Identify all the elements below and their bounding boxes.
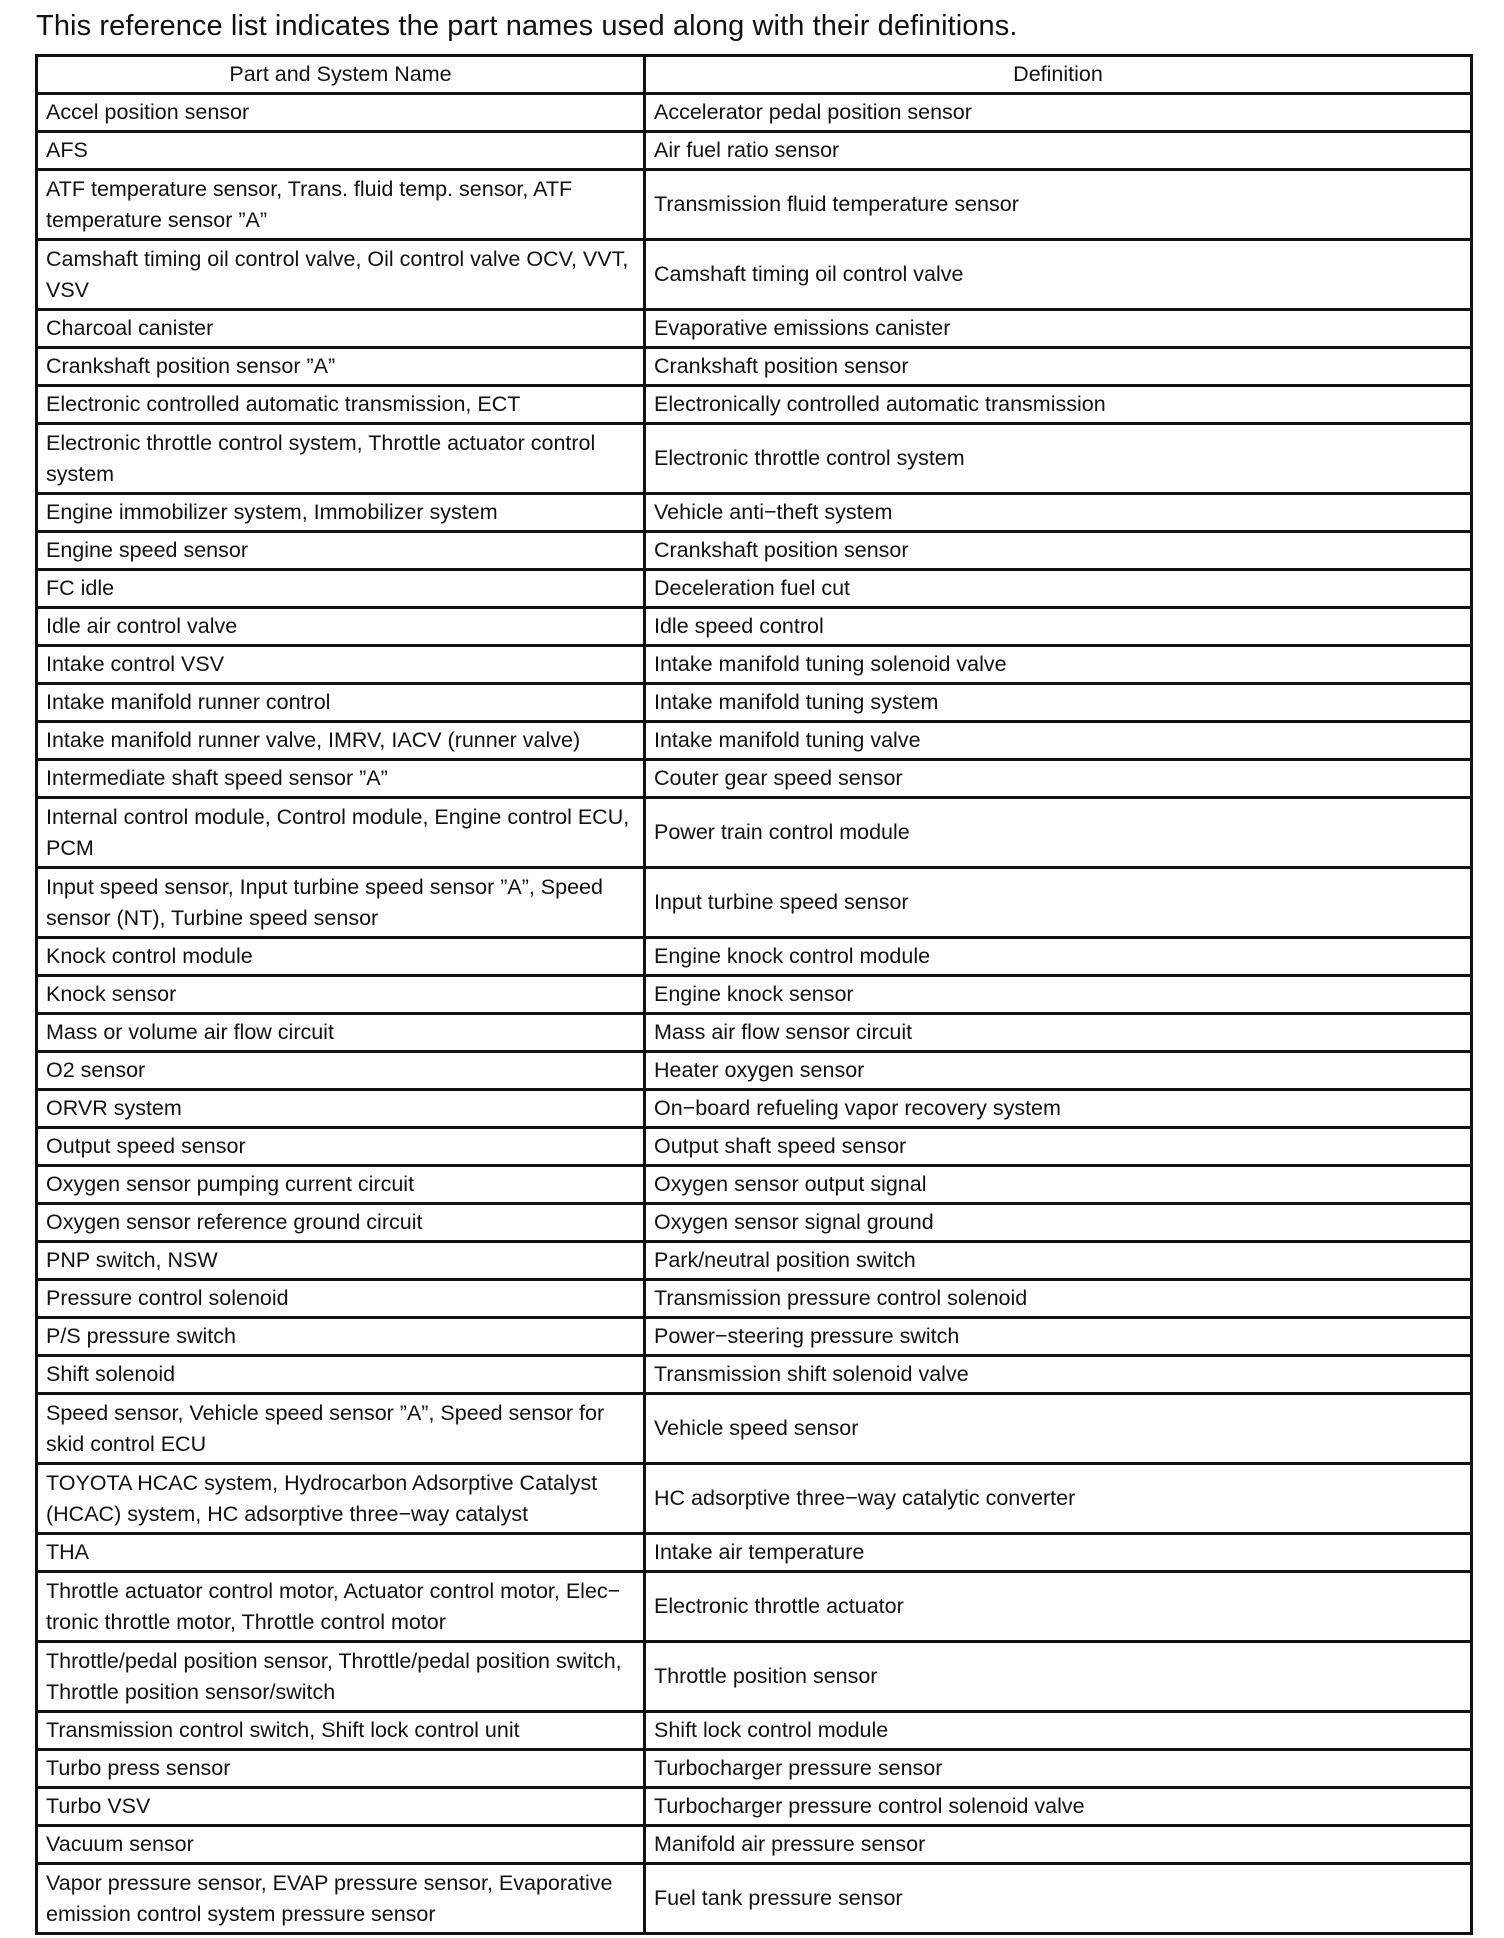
- part-name-cell: Internal control module, Control module, Engine control ECU, PCM: [37, 798, 645, 868]
- part-name-cell: Oxygen sensor pumping current circuit: [37, 1166, 645, 1204]
- table-row: [37, 1864, 1472, 1934]
- definition-cell: HC adsorptive three−way catalytic converter: [645, 1464, 1472, 1534]
- part-name-cell: Mass or volume air flow circuit: [37, 1014, 645, 1052]
- part-name-cell: Idle air control valve: [37, 608, 645, 646]
- part-name-cell: O2 sensor: [37, 1052, 645, 1090]
- definition-cell: Transmission pressure control solenoid: [645, 1280, 1472, 1318]
- table-row: [37, 1356, 1472, 1394]
- intro-text: This reference list indicates the part names used along with their definitions.: [36, 10, 1018, 42]
- table-row: [37, 94, 1472, 132]
- definition-cell: Intake manifold tuning solenoid valve: [645, 646, 1472, 684]
- table-row: [37, 386, 1472, 424]
- part-name-cell: Intake manifold runner valve, IMRV, IACV (runner valve): [37, 722, 645, 760]
- table-row: [37, 608, 1472, 646]
- definition-cell: Power train control module: [645, 798, 1472, 868]
- header-part-and-system-name: Part and System Name: [37, 56, 645, 94]
- table-row: [37, 938, 1472, 976]
- part-name-cell: Pressure control solenoid: [37, 1280, 645, 1318]
- definition-cell: Intake manifold tuning system: [645, 684, 1472, 722]
- table-row: [37, 1204, 1472, 1242]
- definition-cell: Vehicle speed sensor: [645, 1394, 1472, 1464]
- definition-cell: Couter gear speed sensor: [645, 760, 1472, 798]
- table-row: [37, 868, 1472, 938]
- table-row: [37, 1788, 1472, 1826]
- definition-cell: On−board refueling vapor recovery system: [645, 1090, 1472, 1128]
- part-name-cell: Intake control VSV: [37, 646, 645, 684]
- table-row: [37, 1572, 1472, 1642]
- table-row: [37, 1090, 1472, 1128]
- part-name-cell: Camshaft timing oil control valve, Oil control valve OCV, VVT, VSV: [37, 240, 645, 310]
- table-row: [37, 1280, 1472, 1318]
- table-row: [37, 240, 1472, 310]
- definition-cell: Intake air temperature: [645, 1534, 1472, 1572]
- part-name-cell: ATF temperature sensor, Trans. fluid temp. sensor, ATF temperature sensor ”A”: [37, 170, 645, 240]
- definition-cell: Engine knock sensor: [645, 976, 1472, 1014]
- part-name-cell: Speed sensor, Vehicle speed sensor ”A”, Speed sensor for skid control ECU: [37, 1394, 645, 1464]
- definition-cell: Air fuel ratio sensor: [645, 132, 1472, 170]
- table-row: [37, 1318, 1472, 1356]
- table-row: [37, 1014, 1472, 1052]
- definition-cell: Accelerator pedal position sensor: [645, 94, 1472, 132]
- definition-cell: Electronically controlled automatic transmission: [645, 386, 1472, 424]
- definition-cell: Evaporative emissions canister: [645, 310, 1472, 348]
- table-row: [37, 310, 1472, 348]
- table-row: [37, 1826, 1472, 1864]
- table-row: [37, 1750, 1472, 1788]
- part-name-cell: Engine speed sensor: [37, 532, 645, 570]
- definition-cell: Crankshaft position sensor: [645, 532, 1472, 570]
- table-row: [37, 1464, 1472, 1534]
- table-row: [37, 570, 1472, 608]
- part-name-cell: Electronic controlled automatic transmission, ECT: [37, 386, 645, 424]
- table-row: [37, 760, 1472, 798]
- table-row: [37, 170, 1472, 240]
- table-row: [37, 976, 1472, 1014]
- table-row: [37, 722, 1472, 760]
- table-row: [37, 132, 1472, 170]
- part-name-cell: FC idle: [37, 570, 645, 608]
- definition-cell: Oxygen sensor output signal: [645, 1166, 1472, 1204]
- part-name-cell: Shift solenoid: [37, 1356, 645, 1394]
- table-row: [37, 1166, 1472, 1204]
- definition-cell: Deceleration fuel cut: [645, 570, 1472, 608]
- table-row: [37, 1642, 1472, 1712]
- table-row: [37, 348, 1472, 386]
- part-name-cell: Knock sensor: [37, 976, 645, 1014]
- definition-cell: Transmission shift solenoid valve: [645, 1356, 1472, 1394]
- table-row: [37, 1052, 1472, 1090]
- part-name-cell: Intermediate shaft speed sensor ”A”: [37, 760, 645, 798]
- table-row: [37, 1242, 1472, 1280]
- definition-cell: Crankshaft position sensor: [645, 348, 1472, 386]
- reference-table: [35, 54, 1473, 1935]
- part-name-cell: Throttle actuator control motor, Actuator control motor, Elec− tronic throttle motor, Throttle control motor: [37, 1572, 645, 1642]
- part-name-cell: Oxygen sensor reference ground circuit: [37, 1204, 645, 1242]
- part-name-cell: Vacuum sensor: [37, 1826, 645, 1864]
- definition-cell: Fuel tank pressure sensor: [645, 1864, 1472, 1934]
- table-row: [37, 1128, 1472, 1166]
- definition-cell: Power−steering pressure switch: [645, 1318, 1472, 1356]
- part-name-cell: Electronic throttle control system, Throttle actuator control system: [37, 424, 645, 494]
- definition-cell: Camshaft timing oil control valve: [645, 240, 1472, 310]
- part-name-cell: Turbo press sensor: [37, 1750, 645, 1788]
- table-row: [37, 798, 1472, 868]
- part-name-cell: PNP switch, NSW: [37, 1242, 645, 1280]
- part-name-cell: Turbo VSV: [37, 1788, 645, 1826]
- part-name-cell: THA: [37, 1534, 645, 1572]
- part-name-cell: Crankshaft position sensor ”A”: [37, 348, 645, 386]
- table-row: [37, 532, 1472, 570]
- part-name-cell: Input speed sensor, Input turbine speed sensor ”A”, Speed sensor (NT), Turbine speed sensor: [37, 868, 645, 938]
- part-name-cell: Charcoal canister: [37, 310, 645, 348]
- part-name-cell: Knock control module: [37, 938, 645, 976]
- part-name-cell: P/S pressure switch: [37, 1318, 645, 1356]
- definition-cell: Transmission fluid temperature sensor: [645, 170, 1472, 240]
- definition-cell: Shift lock control module: [645, 1712, 1472, 1750]
- part-name-cell: TOYOTA HCAC system, Hydrocarbon Adsorptive Catalyst (HCAC) system, HC adsorptive three−way catalyst: [37, 1464, 645, 1534]
- definition-cell: Manifold air pressure sensor: [645, 1826, 1472, 1864]
- definition-cell: Throttle position sensor: [645, 1642, 1472, 1712]
- table-row: [37, 1394, 1472, 1464]
- table-row: [37, 1712, 1472, 1750]
- part-name-cell: Intake manifold runner control: [37, 684, 645, 722]
- header-definition: Definition: [645, 56, 1472, 94]
- definition-cell: Vehicle anti−theft system: [645, 494, 1472, 532]
- part-name-cell: Accel position sensor: [37, 94, 645, 132]
- definition-cell: Oxygen sensor signal ground: [645, 1204, 1472, 1242]
- part-name-cell: ORVR system: [37, 1090, 645, 1128]
- table-row: [37, 1534, 1472, 1572]
- definition-cell: Electronic throttle control system: [645, 424, 1472, 494]
- definition-cell: Intake manifold tuning valve: [645, 722, 1472, 760]
- part-name-cell: AFS: [37, 132, 645, 170]
- definition-cell: Heater oxygen sensor: [645, 1052, 1472, 1090]
- part-name-cell: Transmission control switch, Shift lock control unit: [37, 1712, 645, 1750]
- table-body: [37, 94, 1472, 1934]
- definition-cell: Turbocharger pressure control solenoid valve: [645, 1788, 1472, 1826]
- part-name-cell: Vapor pressure sensor, EVAP pressure sensor, Evaporative emission control system pressure sensor: [37, 1864, 645, 1934]
- table-row: [37, 494, 1472, 532]
- definition-cell: Input turbine speed sensor: [645, 868, 1472, 938]
- definition-cell: Idle speed control: [645, 608, 1472, 646]
- table-row: [37, 684, 1472, 722]
- table-header-row: [37, 56, 1472, 94]
- definition-cell: Output shaft speed sensor: [645, 1128, 1472, 1166]
- definition-cell: Electronic throttle actuator: [645, 1572, 1472, 1642]
- table-row: [37, 424, 1472, 494]
- part-name-cell: Throttle/pedal position sensor, Throttle/pedal position switch, Throttle position sensor/switch: [37, 1642, 645, 1712]
- part-name-cell: Output speed sensor: [37, 1128, 645, 1166]
- definition-cell: Turbocharger pressure sensor: [645, 1750, 1472, 1788]
- definition-cell: Mass air flow sensor circuit: [645, 1014, 1472, 1052]
- definition-cell: Park/neutral position switch: [645, 1242, 1472, 1280]
- definition-cell: Engine knock control module: [645, 938, 1472, 976]
- part-name-cell: Engine immobilizer system, Immobilizer system: [37, 494, 645, 532]
- table-row: [37, 646, 1472, 684]
